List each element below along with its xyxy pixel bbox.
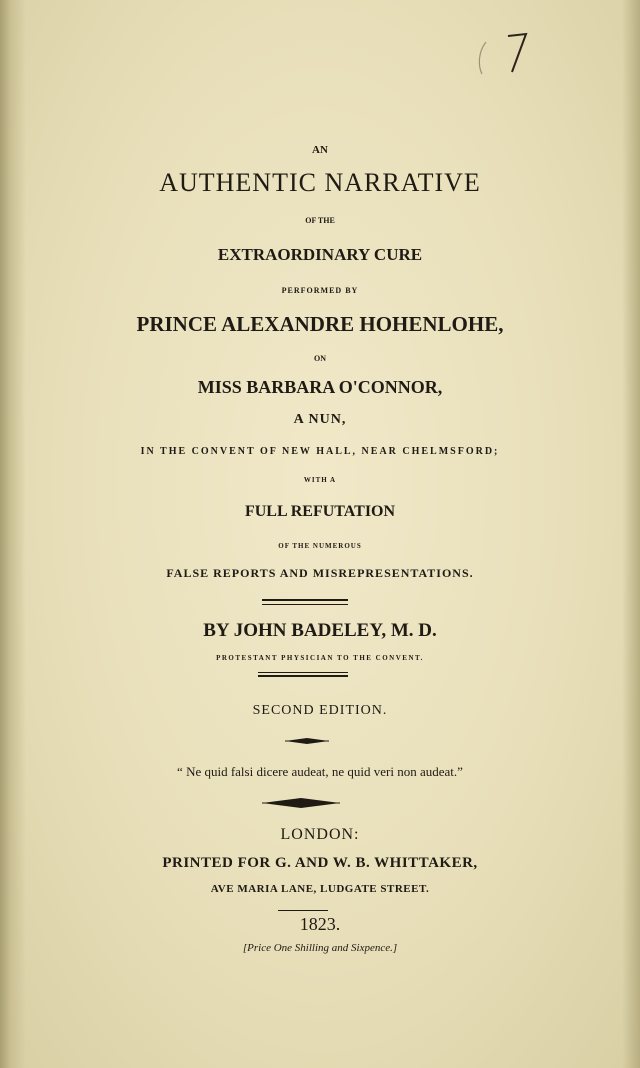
price-line: [Price One Shilling and Sixpence.] [242, 942, 398, 954]
author-line: BY JOHN BADELEY, M. D. [203, 620, 437, 641]
printer-line: PRINTED FOR G. AND W. B. WHITTAKER, [162, 855, 478, 871]
page-edge-left [0, 0, 26, 1068]
year-line: 1823. [299, 914, 341, 934]
rule-thin [262, 604, 348, 605]
line-of-the: OF THE [305, 216, 335, 225]
line-a-nun: A NUN, [293, 412, 347, 427]
line-extraordinary-cure: EXTRAORDINARY CURE [217, 245, 423, 264]
address-line: AVE MARIA LANE, LUDGATE STREET. [210, 883, 430, 895]
rule-thick-2 [258, 675, 348, 677]
line-full-refutation: FULL REFUTATION [244, 503, 396, 520]
city-line: LONDON: [280, 826, 360, 843]
line-on: ON [314, 354, 326, 363]
line-of-the-numerous: OF THE NUMEROUS [278, 542, 362, 550]
rule-thick [262, 599, 348, 601]
edition-line: SECOND EDITION. [252, 703, 388, 718]
line-performed-by: PERFORMED BY [281, 286, 359, 295]
line-prince: PRINCE ALEXANDRE HOHENLOHE, [136, 312, 504, 336]
line-with-a: WITH A [303, 476, 337, 484]
line-convent: IN THE CONVENT OF NEW HALL, NEAR CHELMSFORD; [140, 446, 500, 457]
rule-year [278, 910, 328, 911]
main-title: AUTHENTIC NARRATIVE [159, 168, 481, 197]
line-false-reports: FALSE REPORTS AND MISREPRESENTATIONS. [166, 566, 474, 580]
latin-motto: “ Ne quid falsi dicere audeat, ne quid veri non audeat.” [177, 764, 463, 779]
rule-thin-2 [258, 672, 348, 673]
handwritten-page-number [468, 26, 548, 86]
line-an: AN [312, 144, 328, 156]
ornament-large [262, 797, 340, 809]
ornament-small [285, 736, 329, 746]
page-edge-right [622, 0, 640, 1068]
author-role: PROTESTANT PHYSICIAN TO THE CONVENT. [216, 654, 424, 662]
line-miss-barbara: MISS BARBARA O'CONNOR, [197, 377, 443, 397]
